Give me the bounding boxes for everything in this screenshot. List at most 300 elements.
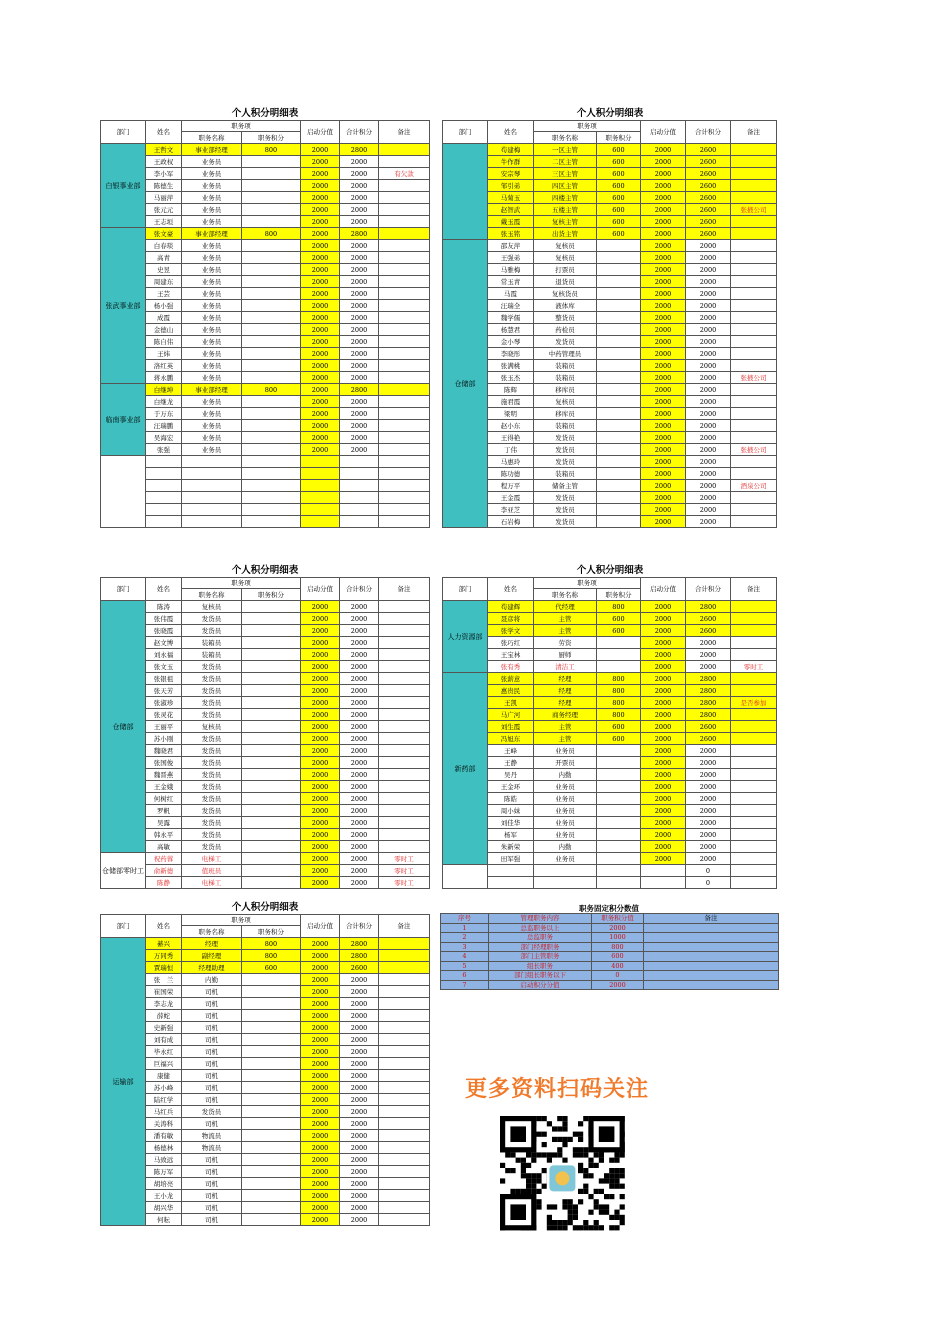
name-cell: 冯旭东 [488, 733, 534, 745]
total-points-cell: 2000 [686, 841, 731, 853]
note-cell [379, 1154, 430, 1166]
start-points-cell: 2000 [301, 613, 340, 625]
note-cell [379, 156, 430, 168]
note-cell: 有欠款 [379, 168, 430, 180]
duty-points-cell [597, 757, 641, 769]
total-points-cell: 2000 [686, 468, 731, 480]
duty-name-cell: 业务员 [182, 360, 242, 372]
duty-points-cell [242, 204, 301, 216]
total-points-cell: 2000 [686, 769, 731, 781]
duty-name-cell: 业务员 [534, 745, 597, 757]
duty-name-cell [534, 865, 597, 877]
table-row [101, 1190, 430, 1202]
duty-points-cell [597, 841, 641, 853]
duty-name-cell: 发货员 [182, 769, 242, 781]
note-cell [731, 156, 777, 168]
fixed-value: 2000 [592, 923, 644, 933]
duty-points-cell: 600 [597, 156, 641, 168]
start-points-cell: 2000 [301, 986, 340, 998]
table-row [443, 384, 777, 396]
note-cell [731, 168, 777, 180]
total-points-cell: 2600 [686, 204, 731, 216]
table-row [443, 601, 777, 613]
duty-points-cell: 600 [597, 192, 641, 204]
table-row [101, 757, 430, 769]
duty-name-cell: 内勤 [534, 841, 597, 853]
fixed-duty: 组长职务 [489, 961, 592, 971]
header-duty-name: 职务名称 [182, 132, 242, 144]
table-row [101, 156, 430, 168]
name-cell: 张伟霞 [146, 613, 182, 625]
fixed-index: 4 [441, 952, 489, 962]
duty-points-cell [242, 324, 301, 336]
total-points-cell: 2600 [686, 216, 731, 228]
start-points-cell: 2000 [641, 516, 686, 528]
table-row [443, 625, 777, 637]
start-points-cell: 2000 [641, 661, 686, 673]
header-duty: 职务项 [182, 578, 301, 589]
note-cell [379, 1142, 430, 1154]
name-cell: 关涛科 [146, 1118, 182, 1130]
name-cell: 马广河 [488, 709, 534, 721]
duty-name-cell: 经理助理 [182, 962, 242, 974]
start-points-cell: 2000 [641, 252, 686, 264]
duty-points-cell [242, 492, 301, 504]
start-points-cell: 2000 [301, 336, 340, 348]
header-start: 启动分值 [301, 915, 340, 938]
start-points-cell: 2000 [301, 1046, 340, 1058]
start-points-cell: 2000 [641, 276, 686, 288]
table-row [101, 264, 430, 276]
total-points-cell: 2000 [340, 1154, 379, 1166]
name-cell: 牛作群 [488, 156, 534, 168]
duty-points-cell [242, 649, 301, 661]
header-note: 备注 [731, 578, 777, 601]
note-cell [379, 516, 430, 528]
start-points-cell: 2000 [301, 950, 340, 962]
fixed-note [644, 961, 779, 971]
duty-name-cell: 复核货员 [534, 288, 597, 300]
name-cell: 潘有敏 [146, 1130, 182, 1142]
duty-points-cell: 600 [242, 962, 301, 974]
note-cell [379, 1094, 430, 1106]
duty-name-cell: 液体库 [534, 300, 597, 312]
note-cell [731, 745, 777, 757]
start-points-cell: 2000 [301, 300, 340, 312]
header-duty: 职务项 [534, 578, 641, 589]
duty-points-cell: 800 [597, 697, 641, 709]
start-points-cell: 2000 [301, 192, 340, 204]
name-cell: 薛蛇 [146, 1010, 182, 1022]
start-points-cell: 2000 [301, 998, 340, 1010]
duty-name-cell: 业务员 [182, 168, 242, 180]
table-row [101, 877, 430, 889]
total-points-cell: 2000 [686, 384, 731, 396]
duty-points-cell [597, 877, 641, 889]
duty-name-cell: 开票员 [534, 757, 597, 769]
duty-name-cell: 发货员 [534, 432, 597, 444]
duty-points-cell [242, 709, 301, 721]
header-duty-name: 职务名称 [534, 132, 597, 144]
name-cell: 马菊玉 [488, 192, 534, 204]
note-cell: 张掖公司 [731, 204, 777, 216]
note-cell [731, 733, 777, 745]
duty-points-cell [242, 1130, 301, 1142]
table-row [101, 1178, 430, 1190]
header-start: 启动分值 [301, 121, 340, 144]
table-row [443, 288, 777, 300]
duty-points-cell [242, 336, 301, 348]
duty-name-cell: 司机 [182, 1070, 242, 1082]
duty-name-cell: 装箱员 [182, 637, 242, 649]
table-row [101, 661, 430, 673]
start-points-cell: 2000 [301, 144, 340, 156]
duty-name-cell: 内勤 [534, 769, 597, 781]
duty-points-cell [597, 360, 641, 372]
fixed-value: 400 [592, 961, 644, 971]
start-points-cell: 2000 [641, 408, 686, 420]
name-cell: 王凯 [488, 697, 534, 709]
table-row [101, 300, 430, 312]
start-points-cell: 2000 [641, 312, 686, 324]
duty-name-cell: 业务员 [182, 372, 242, 384]
table-row [443, 829, 777, 841]
start-points-cell: 2000 [641, 228, 686, 240]
name-cell: 戴玉霞 [488, 216, 534, 228]
table-row [443, 408, 777, 420]
duty-points-cell [242, 805, 301, 817]
total-points-cell: 2000 [340, 1022, 379, 1034]
table-row [101, 372, 430, 384]
note-cell [379, 216, 430, 228]
name-cell: 何耘 [146, 1214, 182, 1226]
duty-points-cell [242, 156, 301, 168]
total-points-cell: 2000 [686, 408, 731, 420]
note-cell [731, 793, 777, 805]
fixed-value: 800 [592, 942, 644, 952]
duty-name-cell: 业务员 [534, 793, 597, 805]
table-row [101, 408, 430, 420]
total-points-cell: 2000 [340, 1034, 379, 1046]
table-row [101, 841, 430, 853]
table-row [101, 1034, 430, 1046]
note-cell [379, 1070, 430, 1082]
total-points-cell: 2000 [340, 312, 379, 324]
start-points-cell: 2000 [641, 781, 686, 793]
duty-points-cell [242, 396, 301, 408]
note-cell: 零时工 [379, 865, 430, 877]
table-row [101, 216, 430, 228]
start-points-cell: 2000 [641, 288, 686, 300]
name-cell: 陈德生 [146, 180, 182, 192]
duty-name-cell: 司机 [182, 1058, 242, 1070]
start-points-cell [301, 456, 340, 468]
name-cell: 魏学儒 [488, 312, 534, 324]
start-points-cell: 2000 [301, 312, 340, 324]
name-cell: 苟建辉 [488, 601, 534, 613]
note-cell [379, 709, 430, 721]
table-row [443, 360, 777, 372]
note-cell [379, 444, 430, 456]
fixed-note [644, 980, 779, 990]
table-row [443, 805, 777, 817]
note-cell [379, 288, 430, 300]
duty-name-cell: 主管 [534, 613, 597, 625]
start-points-cell: 2000 [301, 372, 340, 384]
table-row [443, 793, 777, 805]
duty-name-cell: 业务员 [182, 408, 242, 420]
table-row [443, 228, 777, 240]
note-cell [731, 336, 777, 348]
note-cell [731, 625, 777, 637]
header-duty-points: 职务积分 [597, 589, 641, 601]
duty-points-cell [242, 877, 301, 889]
total-points-cell: 2000 [340, 817, 379, 829]
name-cell: 张元元 [146, 204, 182, 216]
duty-name-cell: 装箱员 [534, 468, 597, 480]
duty-points-cell [597, 769, 641, 781]
table-row [443, 156, 777, 168]
fixed-index: 6 [441, 971, 489, 981]
name-cell: 周建东 [146, 276, 182, 288]
note-cell [731, 228, 777, 240]
table-row [101, 673, 430, 685]
name-cell: 施君霞 [488, 396, 534, 408]
total-points-cell: 2000 [340, 408, 379, 420]
duty-name-cell: 事业部经理 [182, 228, 242, 240]
name-cell: 马红兵 [146, 1106, 182, 1118]
table-row [443, 492, 777, 504]
name-cell: 陈静 [146, 877, 182, 889]
note-cell [379, 1118, 430, 1130]
duty-name-cell: 物流员 [182, 1130, 242, 1142]
duty-points-cell [242, 613, 301, 625]
duty-points-cell: 600 [597, 168, 641, 180]
note-cell [379, 1046, 430, 1058]
table-row [101, 324, 430, 336]
duty-name-cell: 司机 [182, 986, 242, 998]
total-points-cell [340, 516, 379, 528]
duty-name-cell: 业务员 [182, 264, 242, 276]
table-row [101, 613, 430, 625]
start-points-cell: 2000 [641, 192, 686, 204]
header-note: 备注 [379, 578, 430, 601]
total-points-cell: 2000 [686, 817, 731, 829]
header-name: 姓名 [146, 915, 182, 938]
start-points-cell: 2000 [301, 408, 340, 420]
start-points-cell: 2000 [301, 805, 340, 817]
note-cell [731, 841, 777, 853]
note-cell [731, 396, 777, 408]
table-row [101, 998, 430, 1010]
start-points-cell: 2000 [301, 216, 340, 228]
total-points-cell: 2000 [340, 168, 379, 180]
name-cell: 陈自伟 [146, 336, 182, 348]
total-points-cell: 2000 [686, 444, 731, 456]
name-cell: 康健 [146, 1070, 182, 1082]
fixed-duty: 总监职务以上 [489, 923, 592, 933]
duty-name-cell: 装箱员 [534, 360, 597, 372]
duty-points-cell [597, 336, 641, 348]
duty-name-cell: 发货员 [182, 841, 242, 853]
fixed-header-cell: 管理职务内容 [489, 914, 592, 924]
name-cell: 高敏 [146, 841, 182, 853]
note-cell [379, 384, 430, 396]
duty-name-cell: 三区主管 [534, 168, 597, 180]
duty-name-cell: 四区主管 [534, 180, 597, 192]
duty-name-cell: 发货员 [534, 444, 597, 456]
start-points-cell: 2000 [641, 324, 686, 336]
fixed-value: 600 [592, 952, 644, 962]
name-cell: 蒋永鹏 [146, 372, 182, 384]
duty-points-cell: 600 [597, 180, 641, 192]
duty-name-cell: 值班员 [182, 865, 242, 877]
start-points-cell: 2000 [301, 601, 340, 613]
points-table [442, 120, 777, 528]
duty-name-cell: 副经理 [182, 950, 242, 962]
name-cell: 张学文 [488, 625, 534, 637]
table-row [101, 384, 430, 396]
note-cell [379, 601, 430, 613]
table-row [101, 829, 430, 841]
total-points-cell: 2000 [340, 805, 379, 817]
dept-cell [443, 865, 488, 889]
duty-points-cell [597, 637, 641, 649]
duty-name-cell: 移库员 [534, 408, 597, 420]
fixed-value: 2000 [592, 980, 644, 990]
fixed-row [441, 952, 779, 962]
duty-name-cell: 司机 [182, 998, 242, 1010]
duty-name-cell: 业务员 [182, 252, 242, 264]
note-cell [379, 986, 430, 998]
start-points-cell: 2000 [301, 649, 340, 661]
start-points-cell: 2000 [301, 661, 340, 673]
table-title: 个人积分明细表 [231, 902, 299, 913]
duty-name-cell: 业务员 [182, 216, 242, 228]
total-points-cell: 2000 [686, 432, 731, 444]
note-cell [731, 360, 777, 372]
note-cell [379, 793, 430, 805]
start-points-cell: 2000 [301, 769, 340, 781]
duty-name-cell: 发货员 [534, 516, 597, 528]
name-cell: 刘永福 [146, 649, 182, 661]
start-points-cell: 2000 [301, 781, 340, 793]
name-cell: 安宗琴 [488, 168, 534, 180]
note-cell [731, 685, 777, 697]
duty-points-cell [242, 408, 301, 420]
note-cell [379, 228, 430, 240]
duty-points-cell [597, 396, 641, 408]
note-cell: 酒泉公司 [731, 480, 777, 492]
name-cell: 陈涛 [146, 601, 182, 613]
total-points-cell: 2600 [340, 962, 379, 974]
note-cell [379, 733, 430, 745]
table-row [101, 709, 430, 721]
start-points-cell: 2000 [301, 938, 340, 950]
start-points-cell: 2000 [301, 168, 340, 180]
table-row [443, 877, 777, 889]
duty-name-cell: 发货员 [182, 1106, 242, 1118]
duty-points-cell [597, 865, 641, 877]
start-points-cell [301, 480, 340, 492]
duty-points-cell [242, 637, 301, 649]
header-row [101, 121, 430, 132]
name-cell: 魏晓君 [146, 745, 182, 757]
duty-name-cell: 主管 [534, 625, 597, 637]
note-cell [731, 348, 777, 360]
table-row [101, 420, 430, 432]
name-cell: 史昱 [146, 264, 182, 276]
start-points-cell: 2000 [641, 432, 686, 444]
name-cell: 李亚芝 [488, 504, 534, 516]
header-row [101, 915, 430, 926]
note-cell [379, 300, 430, 312]
total-points-cell: 2000 [686, 264, 731, 276]
note-cell [379, 204, 430, 216]
note-cell [731, 649, 777, 661]
note-cell [379, 685, 430, 697]
start-points-cell: 2000 [301, 793, 340, 805]
duty-name-cell: 代经理 [534, 601, 597, 613]
header-name: 姓名 [488, 121, 534, 144]
duty-points-cell [242, 180, 301, 192]
duty-points-cell [242, 1022, 301, 1034]
note-cell [379, 468, 430, 480]
name-cell: 马雅梅 [488, 264, 534, 276]
fixed-duty: 部门经理职务 [489, 942, 592, 952]
duty-points-cell [242, 601, 301, 613]
duty-name-cell: 商务经理 [534, 709, 597, 721]
note-cell [379, 1058, 430, 1070]
name-cell: 张满桃 [488, 360, 534, 372]
total-points-cell: 2000 [686, 757, 731, 769]
start-points-cell: 2000 [301, 877, 340, 889]
duty-points-cell [242, 420, 301, 432]
start-points-cell: 2000 [641, 853, 686, 865]
name-cell: 聂彦将 [488, 613, 534, 625]
start-points-cell: 2000 [641, 180, 686, 192]
duty-name-cell: 装箱员 [534, 420, 597, 432]
name-cell: 王丽平 [146, 721, 182, 733]
table-row [443, 841, 777, 853]
start-points-cell: 2000 [641, 300, 686, 312]
duty-name-cell: 发货员 [182, 733, 242, 745]
fixed-header-row [441, 914, 779, 924]
duty-points-cell [242, 480, 301, 492]
duty-points-cell [597, 853, 641, 865]
start-points-cell: 2000 [641, 685, 686, 697]
name-cell: 白继龙 [146, 396, 182, 408]
total-points-cell: 2000 [340, 240, 379, 252]
duty-points-cell: 600 [597, 204, 641, 216]
table-row [443, 733, 777, 745]
start-points-cell: 2000 [641, 336, 686, 348]
table-row [101, 252, 430, 264]
duty-name-cell: 电梯工 [182, 853, 242, 865]
duty-name-cell: 业务员 [182, 180, 242, 192]
duty-points-cell [242, 504, 301, 516]
total-points-cell: 2000 [340, 1178, 379, 1190]
note-cell [731, 192, 777, 204]
table-row [443, 745, 777, 757]
name-cell: 赵智武 [488, 204, 534, 216]
fixed-duty: 部门主管职务 [489, 952, 592, 962]
name-cell: 刘佳华 [488, 817, 534, 829]
total-points-cell: 2000 [686, 504, 731, 516]
duty-points-cell [597, 408, 641, 420]
duty-points-cell [242, 240, 301, 252]
table-row [101, 817, 430, 829]
